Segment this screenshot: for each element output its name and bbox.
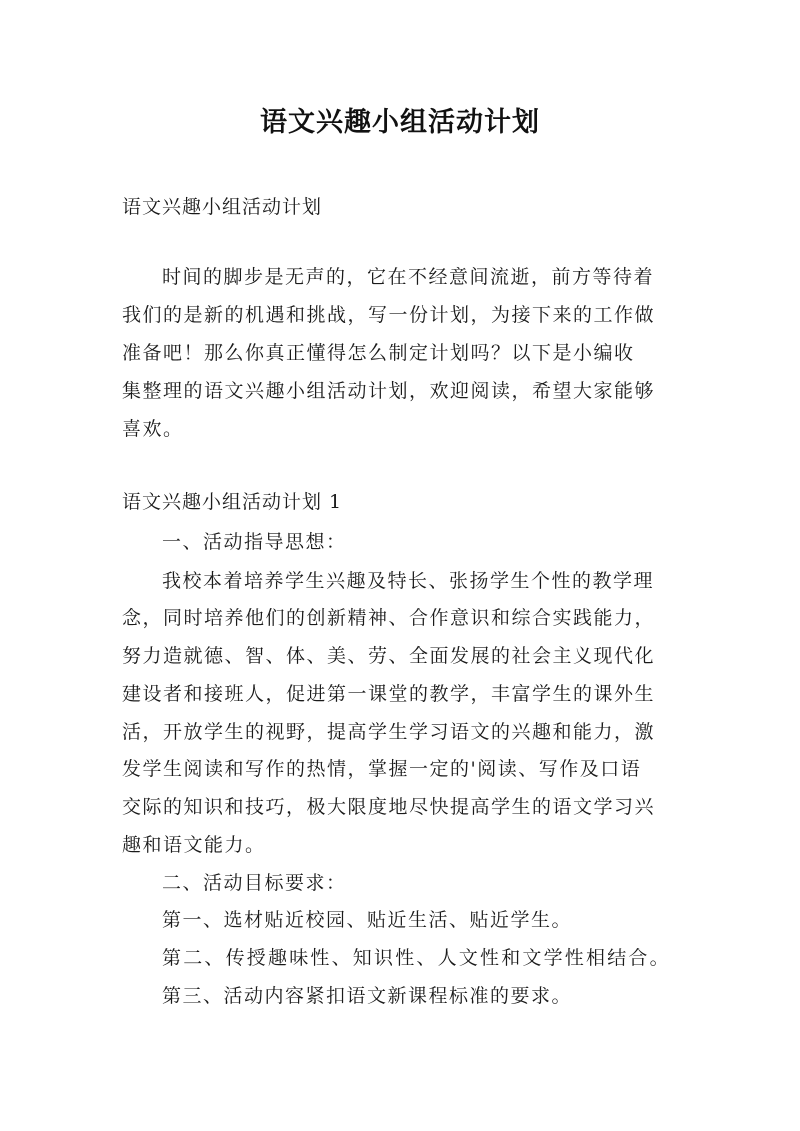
body-line: 建设者和接班人，促进第一课堂的教学，丰富学生的课外生: [122, 683, 656, 705]
document-title: 语文兴趣小组活动计划: [260, 107, 540, 138]
intro-line: 我们的是新的机遇和挑战，写一份计划，为接下来的工作做: [122, 304, 656, 326]
body-line: 趣和语文能力。: [122, 834, 266, 856]
document-subtitle: 语文兴趣小组活动计划: [122, 196, 323, 218]
intro-line: 喜欢。: [122, 418, 184, 440]
body-line: 发学生阅读和写作的热情，掌握一定的'阅读、写作及口语: [122, 758, 642, 780]
section-heading-1: 一、活动指导思想：: [162, 531, 347, 553]
intro-line: 准备吧！那么你真正懂得怎么制定计划吗？以下是小编收: [122, 342, 635, 364]
body-line: 念，同时培养他们的创新精神、合作意识和综合实践能力，: [122, 607, 656, 629]
goal-item: 第三、活动内容紧扣语文新课程标准的要求。: [162, 985, 573, 1007]
section-title: 语文兴趣小组活动计划 1: [122, 491, 343, 513]
section-heading-2: 二、活动目标要求：: [162, 872, 347, 894]
body-line: 交际的知识和技巧，极大限度地尽快提高学生的语文学习兴: [122, 796, 656, 818]
intro-line: 时间的脚步是无声的，它在不经意间流逝，前方等待着: [162, 266, 655, 288]
body-line: 我校本着培养学生兴趣及特长、张扬学生个性的教学理: [162, 570, 655, 592]
body-line: 活，开放学生的视野，提高学生学习语文的兴趣和能力，激: [122, 721, 656, 743]
goal-item: 第一、选材贴近校园、贴近生活、贴近学生。: [162, 909, 573, 931]
goal-item: 第二、传授趣味性、知识性、人文性和文学性相结合。: [162, 947, 671, 969]
body-line: 努力造就德、智、体、美、劳、全面发展的社会主义现代化: [122, 645, 656, 667]
intro-line: 集整理的语文兴趣小组活动计划，欢迎阅读，希望大家能够: [122, 380, 656, 402]
